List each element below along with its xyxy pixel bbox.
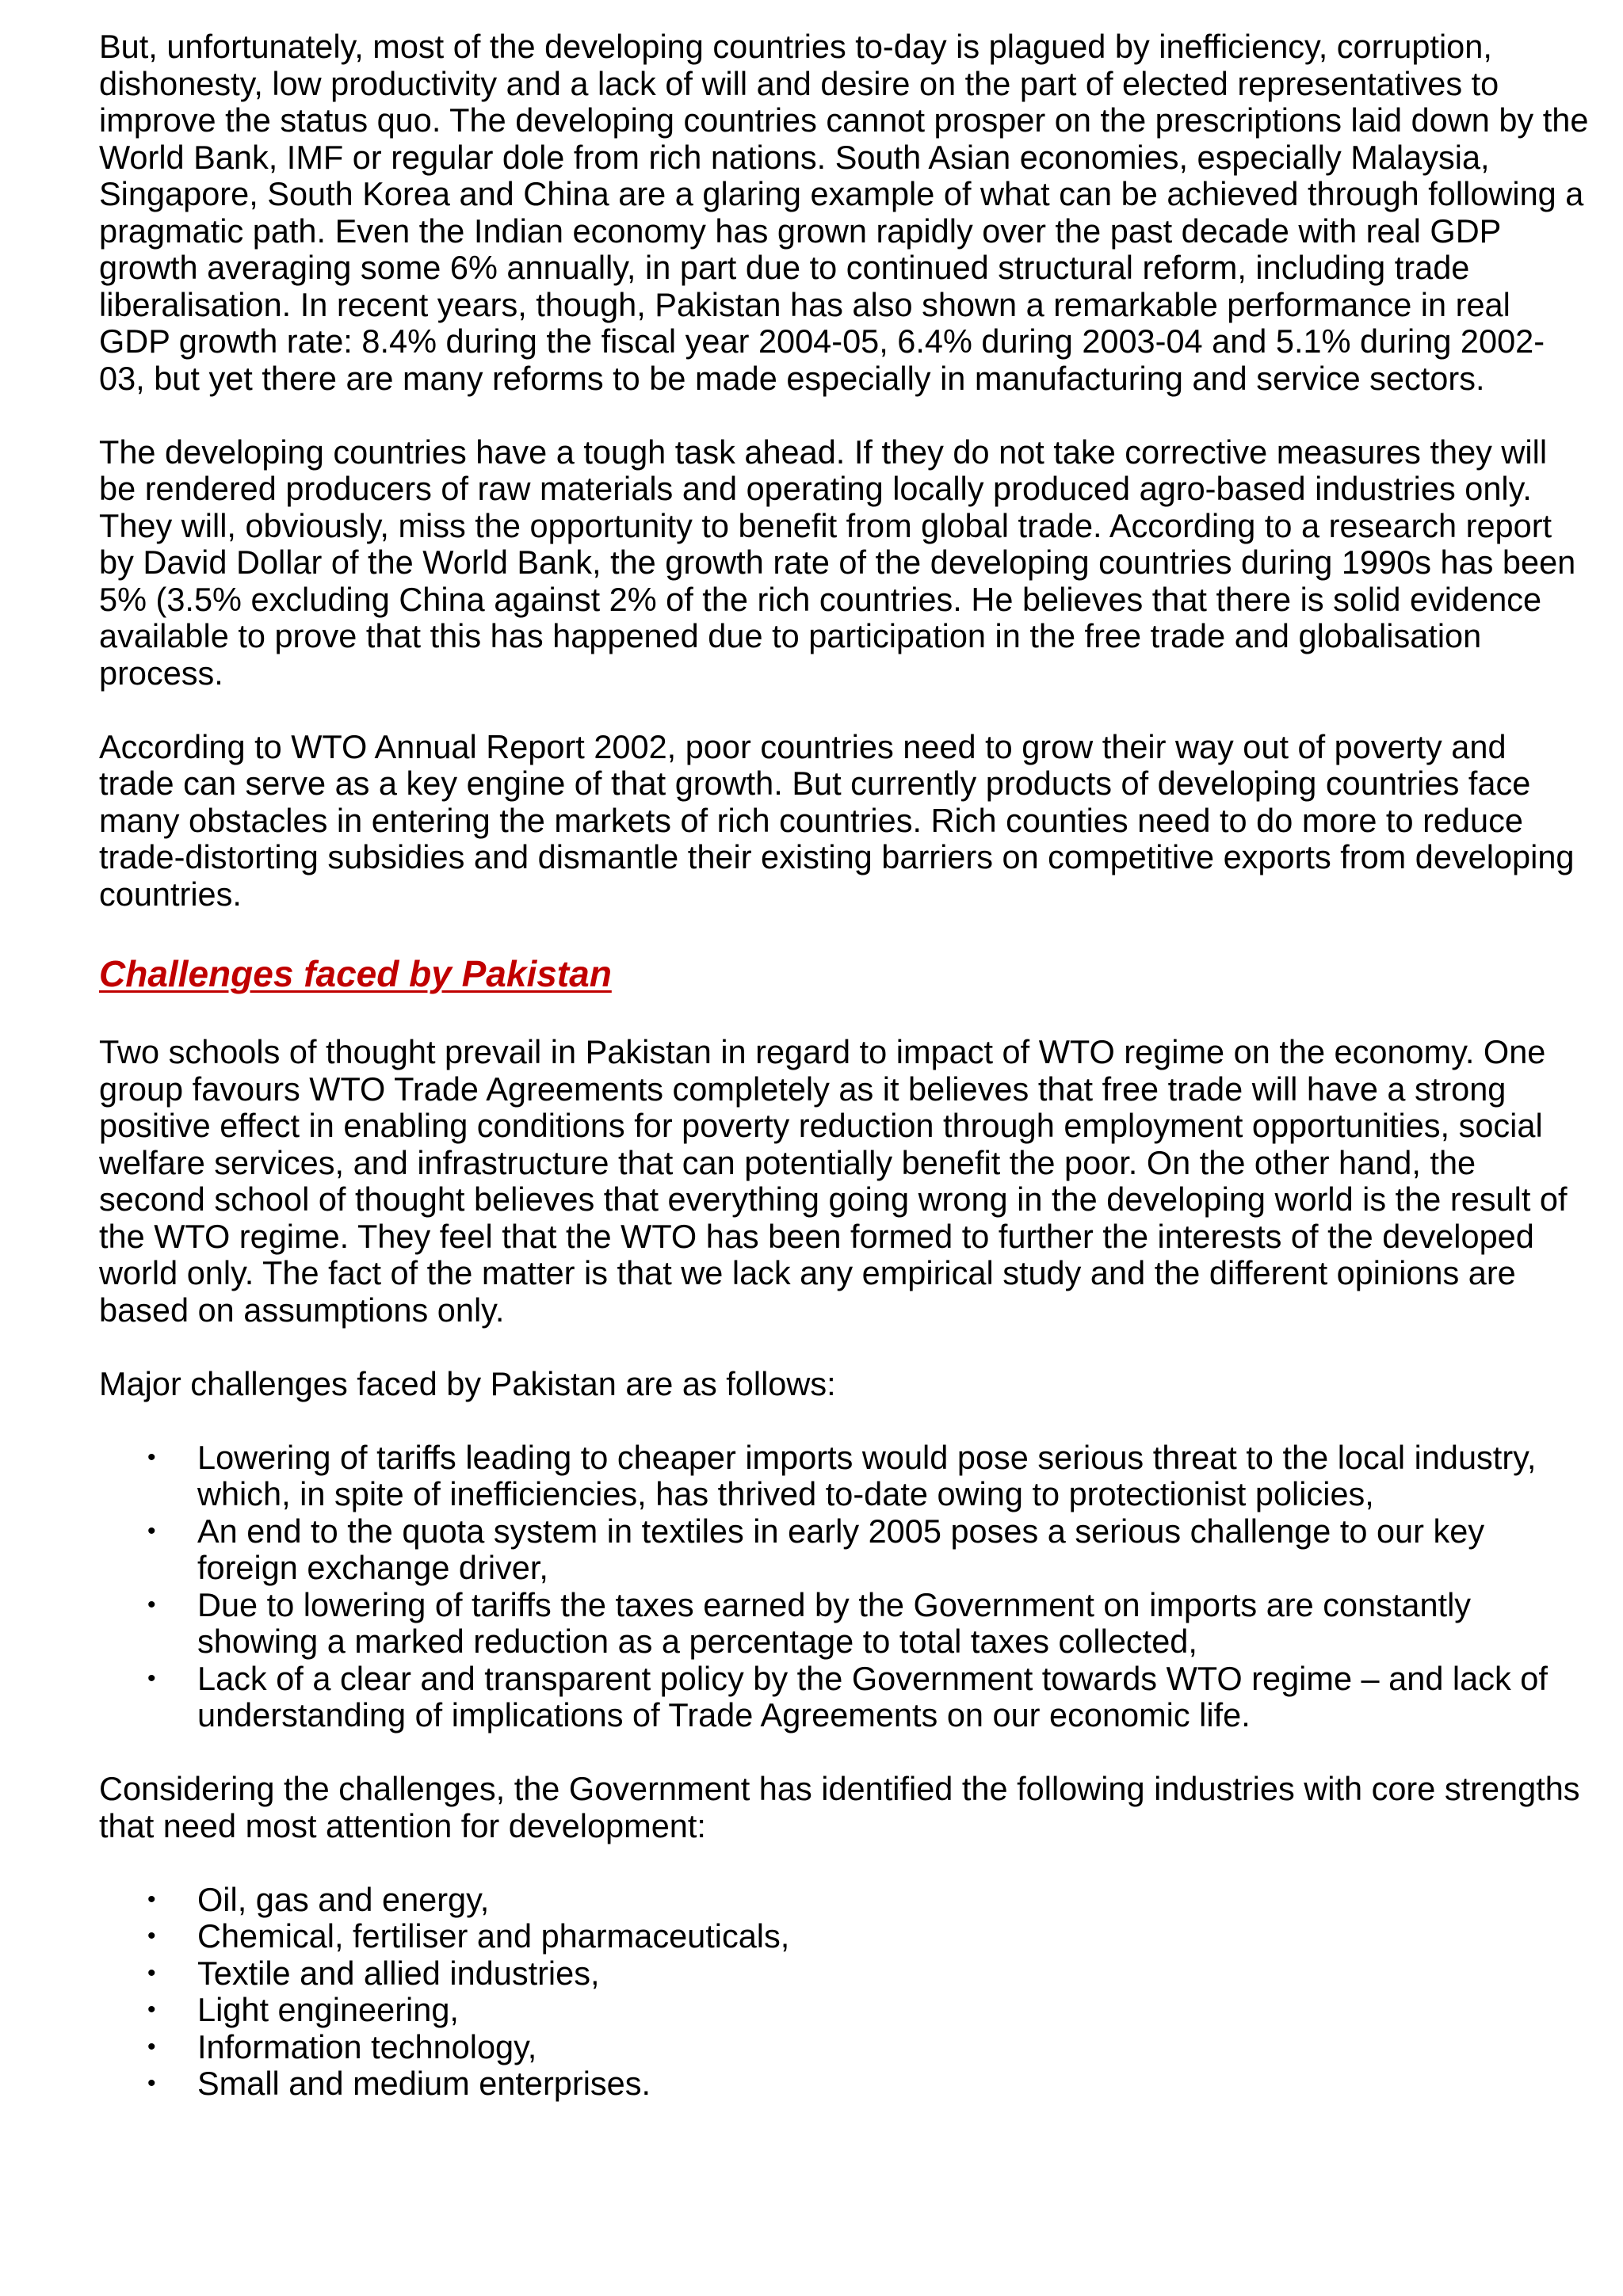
bullet-icon: • <box>147 1517 156 1544</box>
list-item <box>99 1955 1589 1993</box>
list-item <box>99 1587 1589 1661</box>
bullet-icon: • <box>147 1959 156 1986</box>
document-page <box>99 29 1589 2139</box>
list-item-text: Light engineering, <box>197 1991 459 2028</box>
bullet-icon: • <box>147 1923 156 1949</box>
list-item-text: Due to lowering of tariffs the taxes earned by the Government on imports are constantly showing a marked reduction as a percentage to total taxes collected, <box>197 1585 1472 1660</box>
challenges-lead-text: Major challenges faced by Pakistan are as follows: <box>99 1364 836 1402</box>
bullet-icon: • <box>147 1997 156 2023</box>
list-item-text: Lowering of tariffs leading to cheaper imports would pose serious threat to the local industry, which, in spite of inefficiencies, has thrived to-date owing to protectionist policies, <box>197 1438 1537 1512</box>
list-item-text: Chemical, fertiliser and pharmaceuticals, <box>197 1917 790 1955</box>
list-item <box>99 1513 1589 1587</box>
list-item <box>99 2029 1589 2066</box>
bullet-icon: • <box>147 1665 156 1691</box>
industries-lead-text: Considering the challenges, the Government has identified the following industries with core strengths that need most attention for development: <box>99 1770 1580 1844</box>
paragraph-schools-of-thought: Two schools of thought prevail in Pakistan in regard to impact of WTO regime on the economy. One group favours WTO Trade Agreements completely as it believes that free trade will have a strong positive effect in enabling conditions for poverty reduction through employment opportunities, social welfare services, and infrastructure that can potentially benefit the poor. On the other hand, the second school of thought believes that everything going wrong in the developing world is the result of the WTO regime. They feel that the WTO has been formed to further the interests of the developed world only. The fact of the matter is that we lack any empirical study and the different opinions are based on assumptions only. <box>99 1033 1568 1329</box>
list-item <box>99 1661 1589 1734</box>
list-item-text: Information technology, <box>197 2027 537 2065</box>
section-heading: Challenges faced by Pakistan <box>99 952 612 994</box>
bullet-icon: • <box>147 2070 156 2096</box>
list-item-text: Oil, gas and energy, <box>197 1880 490 1918</box>
challenges-list <box>99 1440 1589 1734</box>
list-item <box>99 1882 1589 1919</box>
list-item <box>99 2065 1589 2103</box>
list-item-text: Small and medium enterprises. <box>197 2065 651 2102</box>
bullet-icon: • <box>147 1591 156 1618</box>
paragraph-wto-annual-report: According to WTO Annual Report 2002, poor countries need to grow their way out of poverty and trade can serve as a key engine of that growth. But currently products of developing countries face many obstacles in entering the markets of rich countries. Rich counties need to do more to reduce trade-distorting subsidies and dismantle their existing barriers on competitive exports from developing countries. <box>99 727 1575 913</box>
bullet-icon: • <box>147 2033 156 2060</box>
list-item-text: Textile and allied industries, <box>197 1954 600 1992</box>
industries-list <box>99 1882 1589 2103</box>
list-item-text: An end to the quota system in textiles in early 2005 poses a serious challenge to our key foreign exchange driver, <box>197 1512 1485 1586</box>
bullet-icon: • <box>147 1886 156 1913</box>
bullet-icon: • <box>147 1444 156 1470</box>
list-item <box>99 1992 1589 2029</box>
list-item <box>99 1440 1589 1513</box>
paragraph-developing-countries-task: The developing countries have a tough task ahead. If they do not take corrective measures they will be rendered producers of raw materials and operating locally produced agro-based industries only. They will, obviously, miss the opportunity to benefit from global trade. According to a research report by David Dollar of the World Bank, the growth rate of the developing countries during 1990s has been 5% (3.5% excluding China against 2% of the rich countries. He believes that there is solid evidence available to prove that this has happened due to participation in the free trade and globalisation process. <box>99 433 1576 692</box>
list-item <box>99 1918 1589 1955</box>
paragraph-developing-countries-inefficiency: But, unfortunately, most of the developing countries to-day is plagued by inefficiency, corruption, dishonesty, low productivity and a lack of will and desire on the part of elected representatives to improve the status quo. The developing countries cannot prosper on the prescriptions laid down by the World Bank, IMF or regular dole from rich nations. South Asian economies, especially Malaysia, Singapore, South Korea and China are a glaring example of what can be achieved through following a pragmatic path. Even the Indian economy has grown rapidly over the past decade with real GDP growth averaging some 6% annually, in part due to continued structural reform, including trade liberalisation. In recent years, though, Pakistan has also shown a remarkable performance in real GDP growth rate: 8.4% during the fiscal year 2004-05, 6.4% during 2003-04 and 5.1% during 2002-03, but yet there are many reforms to be made especially in manufacturing and service sectors. <box>99 28 1589 397</box>
list-item-text: Lack of a clear and transparent policy by the Government towards WTO regime – and lack of understanding of implications of Trade Agreements on our economic life. <box>197 1659 1548 1733</box>
